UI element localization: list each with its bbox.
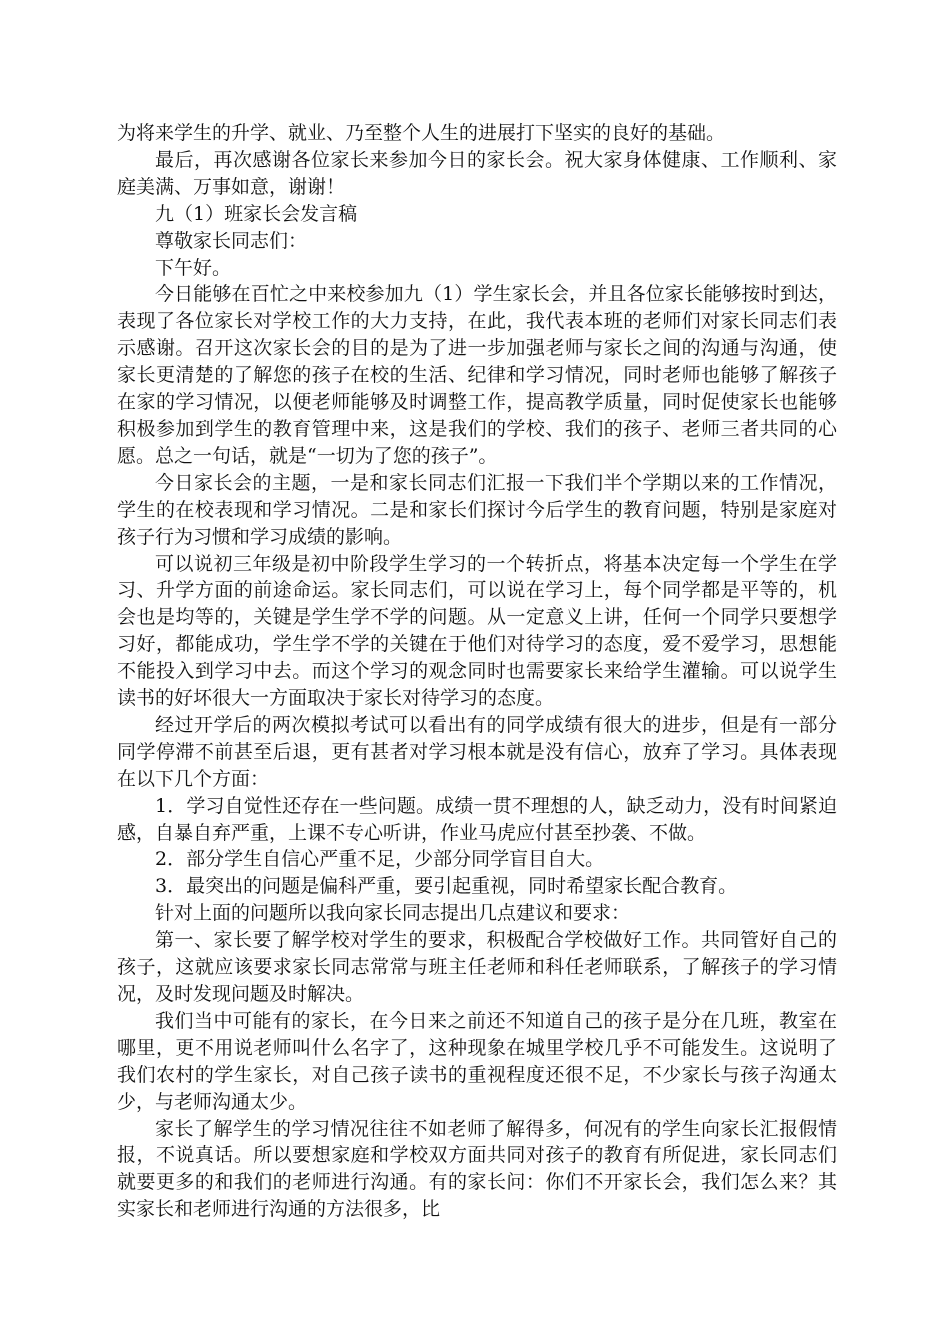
document-body (117, 120, 837, 1223)
speech-title: 九（1）班家长会发言稿 (155, 202, 358, 225)
paragraph: 今日家长会的主题，一是和家长同志们汇报一下我们半个学期以来的工作情况，学生的在校表现和学习情况。二是和家长们探讨今后学生的教育问题，特别是家庭对孩子行为习惯和学习成绩的影响。 (117, 471, 837, 548)
paragraph: 家长了解学生的学习情况往往不如老师了解得多，何况有的学生向家长汇报假情报，不说真话。所以要想家庭和学校双方面共同对孩子的教育有所促进，家长同志们就要更多的和我们的老师进行沟通。有的家长问：你们不开家长会，我们怎么来？其实家长和老师进行沟通的方法很多，比 (117, 1117, 837, 1221)
paragraph: 最后，再次感谢各位家长来参加今日的家长会。祝大家身体健康、工作顺利、家庭美满、万事如意，谢谢！ (117, 148, 837, 198)
greeting: 下午好。 (155, 256, 232, 279)
list-item: 1．学习自觉性还存在一些问题。成绩一贯不理想的人，缺乏动力，没有时间紧迫感，自暴自弃严重，上课不专心听讲，作业马虎应付甚至抄袭、不做。 (117, 794, 837, 844)
paragraph: 为将来学生的升学、就业、乃至整个人生的进展打下坚实的良好的基础。 (117, 122, 726, 144)
paragraph: 可以说初三年级是初中阶段学生学习的一个转折点，将基本决定每一个学生在学习、升学方面的前途命运。家长同志们，可以说在学习上，每个同学都是平等的，机会也是均等的，关键是学生学不学的问题。从一定意义上讲，任何一个同学只要想学习好，都能成功，学生学不学的关键在于他们对待学习的态度，爱不爱学习，思想能不能投入到学习中去。而这个学习的观念同时也需要家长来给学生灌输。可以说学生读书的好坏很大一方面取决于家长对待学习的态度。 (117, 552, 837, 710)
paragraph: 我们当中可能有的家长，在今日来之前还不知道自己的孩子是分在几班，教室在哪里，更不用说老师叫什么名字了，这种现象在城里学校几乎不可能发生。这说明了我们农村的学生家长，对自己孩子读书的重视程度还很不足，不少家长与孩子沟通太少，与老师沟通太少。 (117, 1009, 837, 1113)
paragraph: 今日能够在百忙之中来校参加九（1）学生家长会，并且各位家长能够按时到达，表现了各位家长对学校工作的大力支持，在此，我代表本班的老师们对家长同志们表示感谢。召开这次家长会的目的是为了进一步加强老师与家长之间的沟通与沟通，使家长更清楚的了解您的孩子在校的生活、纪律和学习情况，同时老师也能够了解孩子在家的学习情况，以便老师能够及时调整工作，提高教学质量，同时促使家长也能够积极参加到学生的教育管理中来，这是我们的学校、我们的孩子、老师三者共同的心愿。总之一句话，就是“一切为了您的孩子”。 (117, 283, 837, 467)
salutation: 尊敬家长同志们： (155, 229, 308, 252)
paragraph: 针对上面的问题所以我向家长同志提出几点建议和要求： (155, 902, 631, 925)
list-item: 3．最突出的问题是偏科严重，要引起重视，同时希望家长配合教育。 (155, 875, 738, 898)
paragraph: 经过开学后的两次模拟考试可以看出有的同学成绩有很大的进步，但是有一部分同学停滞不前甚至后退，更有甚者对学习根本就是没有信心，放弃了学习。具体表现在以下几个方面： (117, 713, 837, 790)
list-item: 2．部分学生自信心严重不足，少部分同学盲目自大。 (155, 848, 605, 871)
paragraph: 第一、家长要了解学校对学生的要求，积极配合学校做好工作。共同管好自己的孩子，这就应该要求家长同志常常与班主任老师和科任老师联系，了解孩子的学习情况，及时发现问题及时解决。 (117, 929, 837, 1005)
